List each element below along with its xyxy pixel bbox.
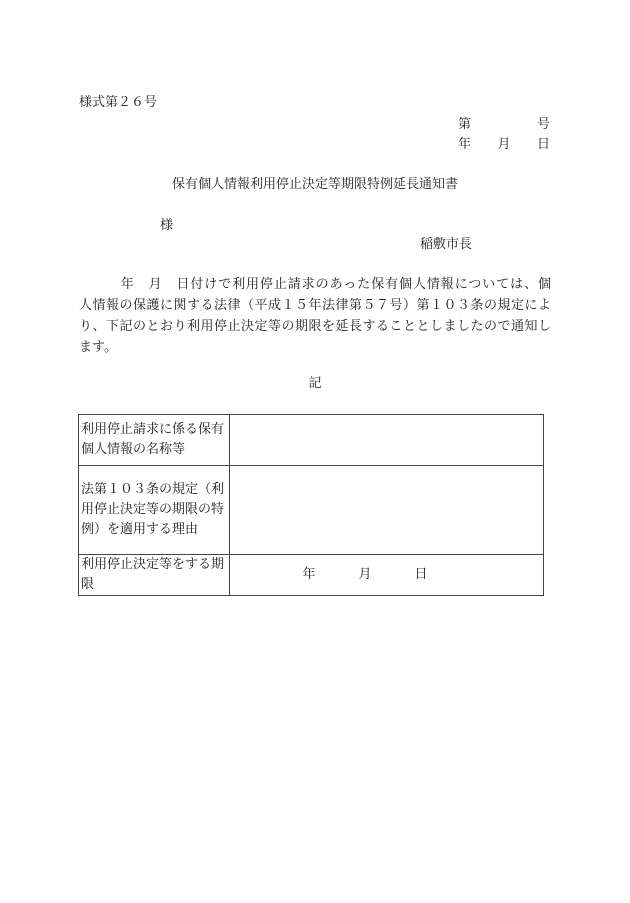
label-line: 個人情報の名称等 <box>81 442 186 457</box>
body-line: 年 月 日付けで利用停止請求のあった保有個人情報については、個 <box>79 277 551 292</box>
document-title: 保有個人情報利用停止決定等期限特例延長通知書 <box>171 177 458 192</box>
document-number <box>458 118 550 131</box>
label-cell-deadline <box>79 555 230 596</box>
table-row <box>79 415 544 466</box>
value-cell-deadline[interactable] <box>230 555 544 596</box>
label-line: 用停止決定等の期限の特 <box>81 502 225 517</box>
label-line: 法第１０３条の規定（利 <box>81 482 225 497</box>
sender: 稲敷市長 <box>420 237 473 252</box>
label-line: 限 <box>81 577 95 592</box>
label-line: 例）を適用する理由 <box>81 522 199 537</box>
doc-date-day: 日 <box>536 137 550 152</box>
doc-date-year: 年 <box>458 137 472 152</box>
document-date <box>458 138 550 151</box>
label-line: 利用停止請求に係る保有 <box>81 422 225 437</box>
deadline-day: 日 <box>414 567 428 582</box>
table-row <box>79 466 544 555</box>
deadline-date <box>232 565 541 585</box>
value-cell-reason[interactable] <box>230 466 544 555</box>
doc-date-month: 月 <box>497 137 511 152</box>
table-row <box>79 555 544 596</box>
addressee: 様 <box>160 218 174 233</box>
ki-heading: 記 <box>308 376 322 391</box>
doc-number-suffix: 号 <box>536 117 550 132</box>
form-number: 様式第２６号 <box>79 95 158 110</box>
label-line: 利用停止決定等をする期 <box>81 557 225 572</box>
body-line: り、下記のとおり利用停止決定等の期限を延長することとしましたので通知し <box>79 319 551 334</box>
value-cell-info-name[interactable] <box>230 415 544 466</box>
deadline-month: 月 <box>358 567 372 582</box>
doc-number-prefix: 第 <box>458 117 472 132</box>
deadline-year: 年 <box>302 567 316 582</box>
body-line: 人情報の保護に関する法律（平成１５年法律第５７号）第１０３条の規定によ <box>79 298 551 313</box>
body-line: ます。 <box>79 340 117 355</box>
label-cell-info-name <box>79 415 230 466</box>
detail-table <box>78 414 544 596</box>
body-paragraph <box>79 274 551 358</box>
label-cell-reason <box>79 466 230 555</box>
